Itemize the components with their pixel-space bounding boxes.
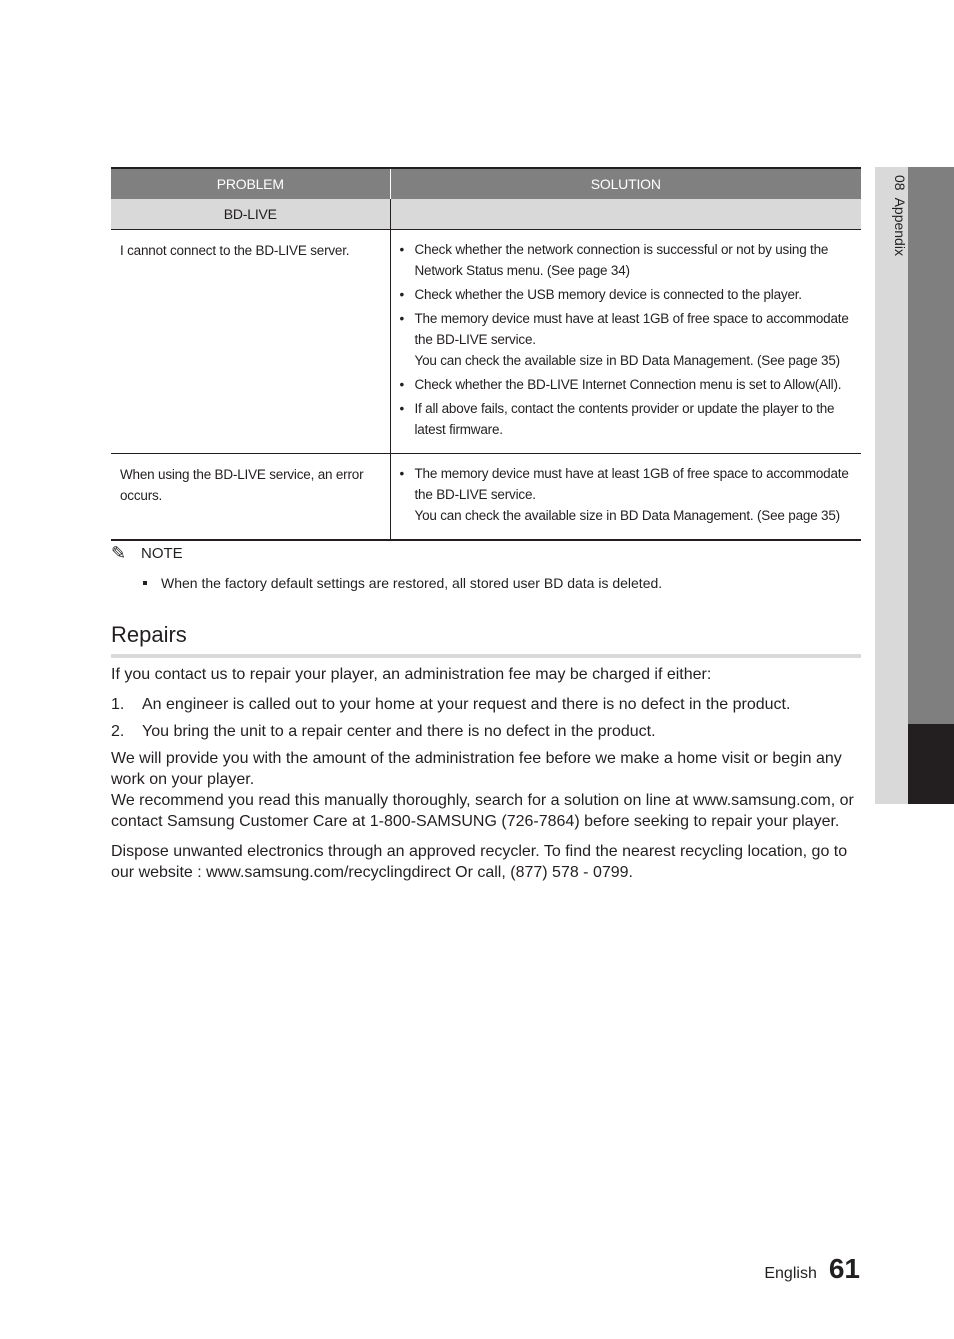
list-item — [111, 694, 863, 715]
repairs-paragraph: We recommend you read this manually thoroughly, search for a solution on line at www.samsung.com, or contact Samsung Customer Care at 1-800-SAMSUNG (726-7864) before seeking to repair your player. — [111, 792, 854, 830]
solution-item: • If all above fails, contact the contents provider or update the player to the latest firmware. — [399, 398, 856, 440]
solution-cell — [390, 454, 861, 541]
chapter-label: 08 Appendix — [892, 175, 908, 256]
problem-cell: I cannot connect to the BD-LIVE server. — [111, 230, 390, 454]
table-header-row — [111, 168, 861, 199]
table-row — [111, 230, 861, 454]
repairs-intro: If you contact us to repair your player, an administration fee may be charged if either: — [111, 666, 712, 683]
solution-extra: You can check the available size in BD Data Management. (See page 35) — [414, 353, 840, 368]
repairs-paragraph: Dispose unwanted electronics through an approved recycler. To find the nearest recycling location, go to our website : www.samsung.com/recyclingdirect Or call, (877) 578 - 0799. — [111, 843, 848, 881]
solution-item — [399, 308, 856, 371]
list-number: 2. — [111, 723, 125, 740]
table-row — [111, 454, 861, 541]
solution-item: • Check whether the network connection is successful or not by using the Network Status menu. (See page 34) — [399, 239, 856, 281]
side-tab-marker — [908, 724, 954, 804]
list-text: An engineer is called out to your home at your request and there is no defect in the product. — [142, 696, 791, 713]
footer-language: English — [764, 1265, 817, 1282]
problem-cell: When using the BD-LIVE service, an error occurs. — [111, 454, 390, 541]
header-problem: PROBLEM — [111, 168, 390, 199]
solution-extra: You can check the available size in BD Data Management. (See page 35) — [414, 508, 840, 523]
list-item — [111, 721, 863, 742]
note-section — [111, 543, 861, 591]
solution-item — [399, 463, 856, 526]
side-tab-strip — [908, 167, 954, 804]
side-tab — [875, 167, 954, 804]
solution-text: The memory device must have at least 1GB of free space to accommodate the BD-LIVE service. — [414, 311, 849, 347]
note-title: NOTE — [141, 545, 183, 562]
solution-text: The memory device must have at least 1GB of free space to accommodate the BD-LIVE service. — [414, 466, 849, 502]
note-text: When the factory default settings are restored, all stored user BD data is deleted. — [161, 575, 663, 591]
solution-list — [399, 463, 856, 526]
repairs-body — [111, 664, 863, 892]
list-text: You bring the unit to a repair center and there is no defect in the product. — [142, 723, 656, 740]
repairs-paragraph: We will provide you with the amount of the administration fee before we make a home visit or begin any work on your player. — [111, 750, 842, 788]
pencil-icon: ✎ — [111, 543, 127, 563]
list-number: 1. — [111, 696, 125, 713]
troubleshooting-table — [111, 167, 861, 541]
note-item — [111, 575, 861, 591]
solution-cell — [390, 230, 861, 454]
category-label: BD-LIVE — [111, 199, 390, 230]
page-footer — [764, 1253, 860, 1285]
section-heading-repairs: Repairs — [111, 622, 861, 658]
square-bullet-icon — [143, 581, 147, 585]
page-number: 61 — [828, 1253, 860, 1284]
solution-list — [399, 239, 856, 440]
solution-item: • Check whether the USB memory device is connected to the player. — [399, 284, 856, 305]
repairs-list — [111, 694, 863, 742]
category-empty-cell — [390, 199, 861, 230]
note-header — [111, 543, 861, 564]
category-row — [111, 199, 861, 230]
solution-item: • Check whether the BD-LIVE Internet Connection menu is set to Allow(All). — [399, 374, 856, 395]
header-solution: SOLUTION — [390, 168, 861, 199]
